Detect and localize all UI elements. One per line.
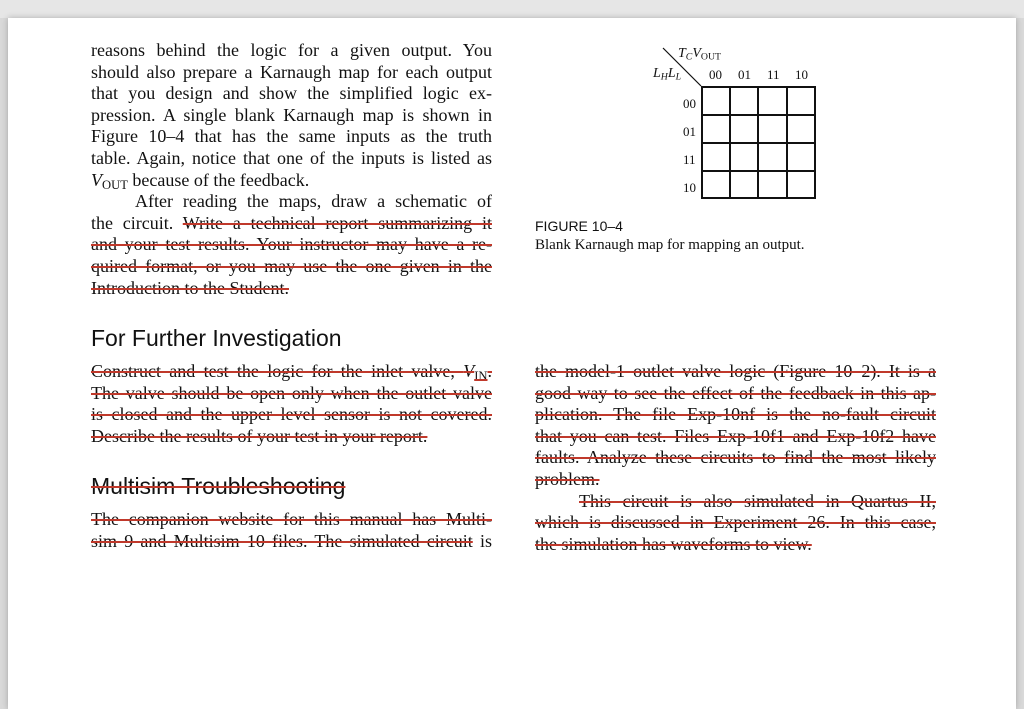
- struck-text-line: The companion website for this manual has Multi-: [91, 509, 492, 529]
- vout-subscript: OUT: [102, 177, 128, 192]
- struck-text-line: which is discussed in Experiment 26. In this case,: [535, 512, 936, 533]
- kmap-col-code: 01: [738, 67, 751, 82]
- kmap-row-code: 11: [683, 152, 696, 167]
- kmap-col-code: 11: [767, 67, 780, 82]
- text-line: table. Again, notice that one of the inputs is listed as: [91, 148, 492, 168]
- struck-text-line: is closed and the upper level sensor is not covered.: [91, 404, 492, 425]
- vin-symbol: V: [463, 361, 475, 381]
- text-line: pression. A single blank Karnaugh map is shown in: [91, 104, 492, 125]
- vin-subscript: IN: [474, 369, 488, 384]
- struck-text-line: the simulation has waveforms to view.: [535, 533, 812, 554]
- viewer-top-bar: [0, 0, 1024, 18]
- document-page: [8, 18, 1016, 709]
- struck-text-line: that you can test. Files Exp-10f1 and Exp-10f2 have: [535, 425, 936, 446]
- kmap-row-code: 10: [683, 180, 696, 195]
- kmap-col-code: 10: [795, 67, 808, 82]
- struck-text-line: The valve should be open only when the outlet valve: [91, 382, 492, 403]
- struck-text-line: plication. The file Exp-10nf is the no-fault circuit: [535, 404, 936, 425]
- struck-text-line: Introduction to the Student.: [91, 277, 289, 298]
- struck-text: Construct and test the logic for the inlet valve,: [91, 361, 464, 381]
- struck-text: sim 9 and Multisim 10 files. The simulated circuit: [91, 530, 473, 551]
- struck-text-line: good way to see the effect of the feedback in this ap-: [535, 382, 936, 403]
- text-line: should also prepare a Karnaugh map for each output: [91, 61, 492, 82]
- struck-text-line: and your test results. Your instructor may have a re-: [91, 234, 492, 255]
- text-plain: the circuit.: [91, 212, 183, 233]
- figure-caption: Blank Karnaugh map for mapping an output.: [535, 237, 805, 253]
- vout-symbol: V: [91, 169, 102, 190]
- struck-text-line: quired format, or you may use the one given in the: [91, 256, 492, 276]
- section-heading-multisim: Multisim Troubleshooting: [91, 473, 346, 499]
- struck-text-line: This circuit is also simulated in Quartus II,: [579, 490, 936, 511]
- kmap-row-variables: $L_HL_L$: [653, 66, 682, 83]
- text-line: Figure 10–4 that has the same inputs as the truth: [91, 126, 492, 147]
- text-plain: is: [472, 530, 492, 551]
- vout-rest: because of the feedback.: [127, 169, 310, 190]
- struck-text-line: Describe the results of your test in your report.: [91, 425, 428, 446]
- text-line: reasons behind the logic for a given output. You: [91, 40, 492, 60]
- kmap-diagonal: [8, 18, 1016, 218]
- struck-text-line: the model-1 outlet valve logic (Figure 10–2). It is a: [535, 361, 936, 381]
- text-line: [91, 531, 492, 553]
- kmap-row-code: 01: [683, 124, 696, 139]
- section-heading-further-investigation: For Further Investigation: [91, 325, 342, 351]
- struck-text: Write a technical report summarizing it: [182, 212, 492, 233]
- kmap-col-code: 00: [709, 67, 722, 82]
- text-line: that you design and show the simplified logic ex-: [91, 83, 492, 104]
- kmap-row-code: 00: [683, 96, 696, 111]
- kmap-grid: [701, 86, 816, 199]
- struck-text: .: [487, 361, 492, 381]
- struck-text-line: problem.: [535, 469, 600, 489]
- struck-text-line: faults. Analyze these circuits to find the most likely: [535, 447, 936, 468]
- figure-label: FIGURE 10–4: [535, 218, 623, 234]
- kmap-column-variables: $T_CV_{OUT}$: [678, 46, 722, 63]
- text-line: After reading the maps, draw a schematic of: [135, 191, 492, 212]
